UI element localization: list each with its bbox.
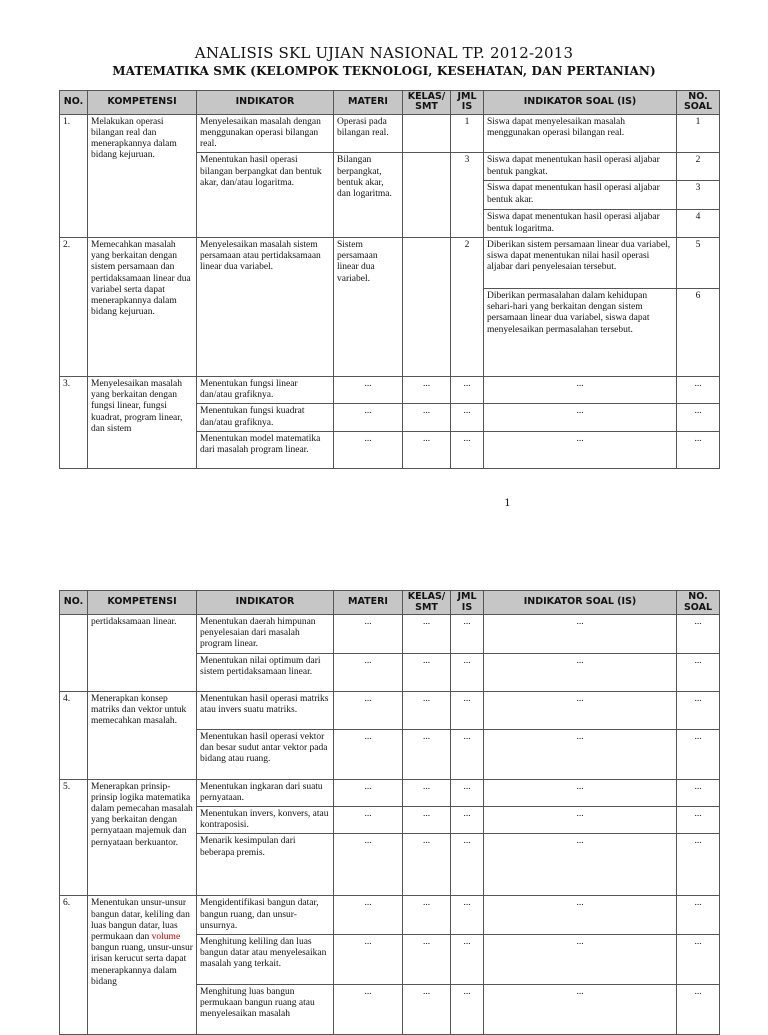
kelas-smt-cell xyxy=(403,153,451,237)
indikator-soal-cell: Siswa dapat menentukan hasil operasi aljabar bentuk akar. xyxy=(484,181,677,210)
indikator-soal-cell: Siswa dapat menentukan hasil operasi aljabar bentuk pangkat. xyxy=(484,153,677,181)
indikator-cell: Menentukan invers, konvers, atau kontraposisi. xyxy=(197,807,334,834)
row-number: 1. xyxy=(60,114,88,237)
kelas-smt-cell: ... xyxy=(403,985,451,1035)
header-no: NO. xyxy=(60,91,88,115)
indikator-soal-cell: ... xyxy=(484,779,677,806)
jml-is-cell: 3 xyxy=(451,153,484,237)
no-soal-cell: 1 xyxy=(677,114,720,153)
indikator-soal-cell: ... xyxy=(484,935,677,985)
row-number xyxy=(60,615,88,692)
indikator-soal-cell: Diberikan sistem persamaan linear dua variabel, siswa dapat menentukan nilai hasil operasi aljabar dari penyelesaian tersebut. xyxy=(484,237,677,288)
table-row xyxy=(60,114,720,153)
materi-cell: ... xyxy=(334,807,403,834)
no-soal-cell: 4 xyxy=(677,210,720,237)
jml-is-cell: ... xyxy=(451,404,484,431)
jml-is-cell: ... xyxy=(451,653,484,691)
kompetensi-cell xyxy=(88,896,197,1035)
indikator-cell: Menentukan hasil operasi matriks atau invers suatu matriks. xyxy=(197,691,334,729)
header-no: NO. xyxy=(60,591,88,615)
jml-is-cell: ... xyxy=(451,691,484,729)
no-soal-cell: ... xyxy=(677,807,720,834)
indikator-soal-cell: Siswa dapat menyelesaikan masalah menggunakan operasi bilangan real. xyxy=(484,114,677,153)
indikator-soal-cell: ... xyxy=(484,896,677,935)
indikator-soal-cell: ... xyxy=(484,653,677,691)
header-indikator-soal: INDIKATOR SOAL (IS) xyxy=(484,591,677,615)
table-header-row xyxy=(60,91,720,115)
materi-cell: ... xyxy=(334,691,403,729)
analysis-table-page-1 xyxy=(59,90,720,469)
table-row xyxy=(60,779,720,806)
header-kompetensi: KOMPETENSI xyxy=(88,91,197,115)
table-row xyxy=(60,615,720,654)
kompetensi-cell: Melakukan operasi bilangan real dan menerapkannya dalam bidang kejuruan. xyxy=(88,114,197,237)
row-number: 6. xyxy=(60,896,88,1035)
no-soal-cell: ... xyxy=(677,376,720,403)
kelas-smt-cell: ... xyxy=(403,834,451,896)
indikator-soal-cell: ... xyxy=(484,985,677,1035)
materi-cell: Operasi pada bilangan real. xyxy=(334,114,403,153)
indikator-soal-cell: Siswa dapat menentukan hasil operasi aljabar bentuk logaritma. xyxy=(484,210,677,237)
indikator-cell: Menentukan daerah himpunan penyelesaian dari masalah program linear. xyxy=(197,615,334,654)
kelas-smt-cell: ... xyxy=(403,376,451,403)
no-soal-cell: 3 xyxy=(677,181,720,210)
indikator-soal-cell: ... xyxy=(484,404,677,431)
kelas-smt-cell: ... xyxy=(403,729,451,779)
row-number: 2. xyxy=(60,237,88,376)
no-soal-cell: 2 xyxy=(677,153,720,181)
kompetensi-cell: Menyelesaikan masalah yang berkaitan dengan fungsi linear, fungsi kuadrat, program linear, dan sistem xyxy=(88,376,197,468)
kompetensi-highlight-volume: volume xyxy=(151,932,181,943)
materi-cell: ... xyxy=(334,653,403,691)
kompetensi-cell: Menerapkan prinsip-prinsip logika matematika dalam pemecahan masalah yang berkaitan dengan pernyataan majemuk dan pernyataan berkuantor. xyxy=(88,779,197,896)
header-materi: MATERI xyxy=(334,91,403,115)
kelas-smt-cell: ... xyxy=(403,935,451,985)
kompetensi-text-b: bangun ruang, unsur-unsur irisan kerucut serta dapat menerapkannya dalam bidang xyxy=(91,943,193,987)
jml-is-cell: ... xyxy=(451,896,484,935)
materi-cell: ... xyxy=(334,935,403,985)
kompetensi-cell: Menerapkan konsep matriks dan vektor untuk memecahkan masalah. xyxy=(88,691,197,779)
jml-is-cell: ... xyxy=(451,935,484,985)
indikator-cell: Menentukan ingkaran dari suatu pernyataan. xyxy=(197,779,334,806)
no-soal-cell: ... xyxy=(677,431,720,468)
document-title: ANALISIS SKL UJIAN NASIONAL TP. 2012-2013 xyxy=(194,44,574,62)
no-soal-cell: 5 xyxy=(677,237,720,288)
row-number: 3. xyxy=(60,376,88,468)
no-soal-cell: ... xyxy=(677,935,720,985)
header-kompetensi: KOMPETENSI xyxy=(88,591,197,615)
jml-is-cell: 2 xyxy=(451,237,484,376)
jml-is-cell: ... xyxy=(451,615,484,654)
no-soal-cell: ... xyxy=(677,729,720,779)
header-jml-is: JML IS xyxy=(451,91,484,115)
indikator-soal-cell: ... xyxy=(484,834,677,896)
indikator-cell: Menentukan fungsi kuadrat dan/atau grafiknya. xyxy=(197,404,334,431)
no-soal-cell: 6 xyxy=(677,288,720,376)
table-row xyxy=(60,691,720,729)
materi-cell: ... xyxy=(334,615,403,654)
no-soal-cell: ... xyxy=(677,404,720,431)
row-number: 5. xyxy=(60,779,88,896)
table-header-row xyxy=(60,591,720,615)
materi-cell: ... xyxy=(334,431,403,468)
indikator-soal-cell: ... xyxy=(484,376,677,403)
materi-cell: ... xyxy=(334,985,403,1035)
header-indikator: INDIKATOR xyxy=(197,91,334,115)
jml-is-cell: ... xyxy=(451,807,484,834)
indikator-cell: Menentukan model matematika dari masalah program linear. xyxy=(197,431,334,468)
header-materi: MATERI xyxy=(334,591,403,615)
indikator-cell: Menyelesaikan masalah sistem persamaan atau pertidaksamaan linear dua variabel. xyxy=(197,237,334,376)
kelas-smt-cell: ... xyxy=(403,615,451,654)
materi-cell: ... xyxy=(334,376,403,403)
materi-cell: ... xyxy=(334,896,403,935)
row-number: 4. xyxy=(60,691,88,779)
indikator-soal-cell: ... xyxy=(484,615,677,654)
no-soal-cell: ... xyxy=(677,691,720,729)
header-kelas-smt: KELAS/ SMT xyxy=(403,591,451,615)
materi-cell: Bilangan berpangkat, bentuk akar, dan logaritma. xyxy=(334,153,403,237)
jml-is-cell: ... xyxy=(451,376,484,403)
header-no-soal: NO. SOAL xyxy=(677,591,720,615)
indikator-cell: Mengidentifikasi bangun datar, bangun ruang, dan unsur-unsurnya. xyxy=(197,896,334,935)
indikator-soal-cell: Diberikan permasalahan dalam kehidupan sehari-hari yang berkaitan dengan sistem persamaan linear dua variabel, siswa dapat menyelesaikan permasalahan tersebut. xyxy=(484,288,677,376)
no-soal-cell: ... xyxy=(677,653,720,691)
indikator-soal-cell: ... xyxy=(484,431,677,468)
kelas-smt-cell: ... xyxy=(403,896,451,935)
indikator-soal-cell: ... xyxy=(484,807,677,834)
indikator-cell: Menentukan nilai optimum dari sistem pertidaksamaan linear. xyxy=(197,653,334,691)
kelas-smt-cell: ... xyxy=(403,653,451,691)
indikator-cell: Menentukan fungsi linear dan/atau grafiknya. xyxy=(197,376,334,403)
no-soal-cell: ... xyxy=(677,834,720,896)
kompetensi-cell: pertidaksamaan linear. xyxy=(88,615,197,692)
kelas-smt-cell: ... xyxy=(403,779,451,806)
no-soal-cell: ... xyxy=(677,985,720,1035)
header-jml-is: JML IS xyxy=(451,591,484,615)
jml-is-cell: ... xyxy=(451,729,484,779)
jml-is-cell: ... xyxy=(451,779,484,806)
page-number: 1 xyxy=(504,498,511,509)
document-subtitle: MATEMATIKA SMK (KELOMPOK TEKNOLOGI, KESEHATAN, DAN PERTANIAN) xyxy=(112,64,656,78)
materi-cell: ... xyxy=(334,779,403,806)
indikator-soal-cell: ... xyxy=(484,691,677,729)
kelas-smt-cell: ... xyxy=(403,807,451,834)
no-soal-cell: ... xyxy=(677,896,720,935)
header-indikator-soal: INDIKATOR SOAL (IS) xyxy=(484,91,677,115)
indikator-cell: Menentukan hasil operasi vektor dan besar sudut antar vektor pada bidang atau ruang. xyxy=(197,729,334,779)
jml-is-cell: ... xyxy=(451,431,484,468)
jml-is-cell: 1 xyxy=(451,114,484,153)
indikator-cell: Menarik kesimpulan dari beberapa premis. xyxy=(197,834,334,896)
table-row xyxy=(60,237,720,288)
indikator-cell: Menyelesaikan masalah dengan menggunakan operasi bilangan real. xyxy=(197,114,334,153)
kompetensi-text-a: Menentukan unsur-unsur bangun datar, keliling dan luas bangun datar, luas permukaan dan xyxy=(91,898,190,943)
kelas-smt-cell xyxy=(403,114,451,153)
materi-cell: ... xyxy=(334,404,403,431)
jml-is-cell: ... xyxy=(451,834,484,896)
header-no-soal: NO. SOAL xyxy=(677,91,720,115)
indikator-soal-cell: ... xyxy=(484,729,677,779)
table-row xyxy=(60,376,720,403)
indikator-cell: Menghitung luas bangun permukaan bangun ruang atau menyelesaikan masalah xyxy=(197,985,334,1035)
materi-cell: ... xyxy=(334,834,403,896)
indikator-cell: Menentukan hasil operasi bilangan berpangkat dan bentuk akar, dan/atau logaritma. xyxy=(197,153,334,237)
materi-cell: ... xyxy=(334,729,403,779)
jml-is-cell: ... xyxy=(451,985,484,1035)
header-indikator: INDIKATOR xyxy=(197,591,334,615)
kelas-smt-cell xyxy=(403,237,451,376)
kelas-smt-cell: ... xyxy=(403,691,451,729)
no-soal-cell: ... xyxy=(677,615,720,654)
indikator-cell: Menghitung keliling dan luas bangun datar atau menyelesaikan masalah yang terkait. xyxy=(197,935,334,985)
header-kelas-smt: KELAS/ SMT xyxy=(403,91,451,115)
kelas-smt-cell: ... xyxy=(403,404,451,431)
table-row xyxy=(60,896,720,935)
no-soal-cell: ... xyxy=(677,779,720,806)
kompetensi-cell: Memecahkan masalah yang berkaitan dengan sistem persamaan dan pertidaksamaan linear dua variabel serta dapat menerapkannya dalam bidang kejuruan. xyxy=(88,237,197,376)
kelas-smt-cell: ... xyxy=(403,431,451,468)
materi-cell: Sistem persamaan linear dua variabel. xyxy=(334,237,403,376)
analysis-table-page-2 xyxy=(59,590,720,1035)
